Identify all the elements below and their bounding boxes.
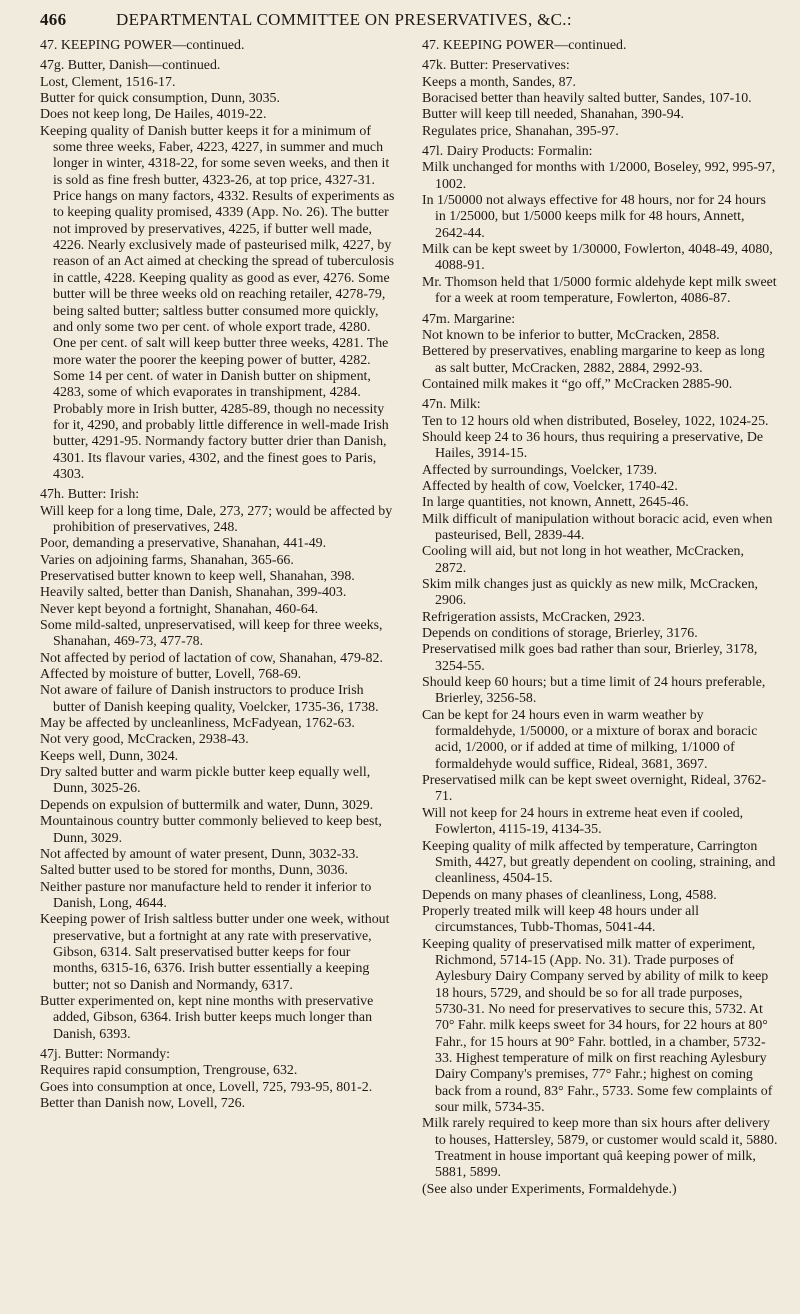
- index-entry: Will keep for a long time, Dale, 273, 277; would be affected by prohibition of preservatives, 248.: [40, 503, 393, 535]
- section-heading: 47g. Butter, Danish—continued.: [40, 58, 221, 74]
- index-entry: Properly treated milk will keep 48 hours under all circumstances, Tubb-Thomas, 5041-44.: [422, 903, 699, 936]
- index-section: [422, 38, 778, 54]
- section-heading: 47. KEEPING POWER—continued.: [422, 38, 627, 53]
- index-entry: Requires rapid consumption, Trengrouse, 632.: [40, 1063, 298, 1079]
- index-entry: Affected by surroundings, Voelcker, 1739.: [422, 462, 658, 478]
- index-entry: Should keep 60 hours; but a time limit of 24 hours preferable, Brierley, 3256-58.: [422, 675, 766, 707]
- index-entry: Butter experimented on, kept nine months with preservative added, Gibson, 6364. Irish butter keeps much longer than Danish, 6393.: [40, 993, 374, 1042]
- index-entry: Depends on conditions of storage, Brierley, 3176.: [422, 626, 698, 642]
- left-column: [40, 38, 396, 1112]
- index-entry: Neither pasture nor manufacture held to render it inferior to Danish, Long, 4644.: [40, 879, 372, 911]
- index-entry: Ten to 12 hours old when distributed, Boseley, 1022, 1024-25.: [422, 413, 769, 429]
- index-section: [40, 1047, 396, 1112]
- index-entry: Dry salted butter and warm pickle butter keep equally well, Dunn, 3025-26.: [40, 765, 371, 797]
- page-header: [40, 10, 780, 30]
- section-heading: 47l. Dairy Products: Formalin:: [422, 144, 593, 160]
- page-number: 466: [40, 10, 67, 29]
- index-entry: Goes into consumption at once, Lovell, 725, 793-95, 801-2.: [40, 1079, 373, 1095]
- index-entry: Affected by moisture of butter, Lovell, 768-69.: [40, 667, 302, 683]
- index-entry: In large quantities, not known, Annett, 2645-46.: [422, 495, 689, 511]
- index-entry: Bettered by preservatives, enabling margarine to keep as long as salt butter, McCracken, 2882, 2884, 2992-93.: [422, 344, 765, 376]
- index-entry: Keeping quality of Danish butter keeps it for a minimum of some three weeks, Faber, 4223, 4227, in summer and much longer in winter, 4318-22, for some seven weeks, and then it is sold as fine fresh butter, 4323-26, at top price, 4327-31. Price hangs on many factors, 4332. Results of experiments as to keeping quality promised, 4339 (App. No. 26). The butter not improved by preservatives, 4225, if butter well made, 4226. Nearly exclusively made of pasteurised milk, 4227, by reason of an Act aimed at checking the spread of tuberculosis in cattle, 4228. Keeping quality as good as ever, 4276. Some butter will be three weeks old on reaching retailer, 4278-79, being salted butter; saltless butter consumed more quickly, and only some two per cent. of whole export trade, 4280. One per cent. of salt will keep butter three weeks, 4281. The more water the poorer the keeping power of butter, 4282. Some 14 per cent. of water in Danish butter on shipment, 4283, some of which evaporates in transhipment, 4284. Probably more in Irish butter, 4285-89, though no necessity for it, 4290, and probably little difference in well-made Irish butter, 4291-95. Normandy factory butter drier than Danish, 4301. Its flavour varies, 4302, and the finest goes to Paris, 4303.: [40, 123, 395, 482]
- index-entry: Not aware of failure of Danish instructors to produce Irish butter of Danish keeping quality, Voelcker, 1735-36, 1738.: [40, 683, 379, 715]
- section-heading: 47. KEEPING POWER—continued.: [40, 38, 245, 53]
- index-section: [422, 58, 778, 140]
- index-entry: Salted butter used to be stored for months, Dunn, 3036.: [40, 863, 348, 879]
- index-entry: Mr. Thomson held that 1/5000 formic aldehyde kept milk sweet for a week at room temperature, Fowlerton, 4086-87.: [422, 274, 777, 307]
- index-entry: Some mild-salted, unpreservatised, will keep for three weeks, Shanahan, 469-73, 477-78.: [40, 618, 383, 650]
- index-entry: Refrigeration assists, McCracken, 2923.: [422, 609, 645, 625]
- index-section: [40, 38, 396, 54]
- right-column: [422, 38, 778, 1198]
- index-entry: Preservatised butter known to keep well, Shanahan, 398.: [40, 569, 355, 584]
- index-section: [40, 487, 396, 1043]
- index-section: [422, 144, 778, 307]
- index-entry: Keeping quality of milk affected by temperature, Carrington Smith, 4427, but greatly dependent on cooling, straining, and cleanliness, 4504-15.: [422, 838, 776, 887]
- index-entry: Milk difficult of manipulation without boracic acid, even when pasteurised, Bell, 2839-44.: [422, 511, 773, 543]
- index-entry: Butter will keep till needed, Shanahan, 390-94.: [422, 107, 684, 123]
- index-entry: Better than Danish now, Lovell, 726.: [40, 1096, 246, 1111]
- index-entry: (See also under Experiments, Formaldehyde.): [422, 1181, 677, 1197]
- index-entry: Preservatised milk goes bad rather than sour, Brierley, 3178, 3254-55.: [422, 642, 758, 674]
- index-entry: Regulates price, Shanahan, 395-97.: [422, 123, 619, 139]
- index-entry: Poor, demanding a preservative, Shanahan, 441-49.: [40, 536, 327, 552]
- index-entry: Keeps well, Dunn, 3024.: [40, 748, 179, 764]
- index-entry: Keeping power of Irish saltless butter under one week, without preservative, but a fortnight at any rate with preservative, Gibson, 6314. Salt preservatised butter keeps for four months, 6315-16, 6376. Irish butter essentially a keeping butter; not so Danish and Normandy, 6317.: [40, 912, 390, 993]
- index-entry: Depends on many phases of cleanliness, Long, 4588.: [422, 887, 717, 903]
- index-entry: Never kept beyond a fortnight, Shanahan, 460-64.: [40, 601, 319, 617]
- section-heading: 47h. Butter: Irish:: [40, 487, 140, 503]
- index-section: [422, 312, 778, 394]
- index-entry: Boracised better than heavily salted butter, Sandes, 107-10.: [422, 91, 752, 107]
- index-entry: Cooling will aid, but not long in hot weather, McCracken, 2872.: [422, 544, 744, 576]
- section-heading: 47j. Butter: Normandy:: [40, 1046, 171, 1062]
- index-entry: Affected by health of cow, Voelcker, 1740-42.: [422, 478, 678, 494]
- index-entry: Depends on expulsion of buttermilk and water, Dunn, 3029.: [40, 797, 374, 813]
- index-entry: Can be kept for 24 hours even in warm weather by formaldehyde, 1/50000, or a mixture of borax and boracic acid, 1/2000, or if added at time of milking, 1/1000 of formaldehyde would suffice, Rideal, 3681, 3697.: [422, 707, 758, 772]
- index-entry: Contained milk makes it “go off,” McCracken 2885-90.: [422, 376, 733, 392]
- section-heading: 47k. Butter: Preservatives:: [422, 58, 570, 74]
- index-entry: Mountainous country butter commonly believed to keep best, Dunn, 3029.: [40, 814, 382, 846]
- index-entry: Milk unchanged for months with 1/2000, Boseley, 992, 995-97, 1002.: [422, 160, 776, 192]
- index-entry: Not known to be inferior to butter, McCracken, 2858.: [422, 327, 720, 343]
- index-entry: Keeps a month, Sandes, 87.: [422, 74, 576, 90]
- index-entry: Should keep 24 to 36 hours, thus requiring a preservative, De Hailes, 3914-15.: [422, 429, 764, 462]
- index-entry: Not affected by period of lactation of cow, Shanahan, 479-82.: [40, 650, 383, 666]
- index-entry: Preservatised milk can be kept sweet overnight, Rideal, 3762-71.: [422, 773, 767, 805]
- index-entry: Does not keep long, De Hailes, 4019-22.: [40, 107, 267, 123]
- index-entry: Keeping quality of preservatised milk matter of experiment, Richmond, 5714-15 (App. No. 31). Trade purposes of Aylesbury Dairy Company served by ability of milk to keep 18 hours, 5729, and should be so for all trade purposes, 5730-31. No need for preservatives to secure this, 5732. At 70° Fahr. milk keeps sweet for 34 hours, for 22 hours at 80° Fahr., for 15 hours at 90° Fahr. bottled, in a chamber, 5732-33. Highest temperature of milk on first reaching Aylesbury Dairy Company's premises, 77° Fahr.; highest on coming back from a round, 83° Fahr., 5733. Some few complaints of sour milk, 5734-35.: [422, 936, 773, 1115]
- index-entry: Milk can be kept sweet by 1/30000, Fowlerton, 4048-49, 4080, 4088-91.: [422, 242, 773, 274]
- running-title: DEPARTMENTAL COMMITTEE ON PRESERVATIVES, &C.:: [116, 10, 572, 29]
- index-entry: May be affected by uncleanliness, McFadyean, 1762-63.: [40, 716, 355, 732]
- section-heading: 47n. Milk:: [422, 397, 481, 413]
- index-entry: Not affected by amount of water present, Dunn, 3032-33.: [40, 846, 359, 862]
- index-entry: Lost, Clement, 1516-17.: [40, 74, 176, 90]
- index-entry: Not very good, McCracken, 2938-43.: [40, 732, 249, 748]
- index-entry: Milk rarely required to keep more than six hours after delivery to houses, Hattersley, 5879, or customer would scald it, 5880. Treatment in house important quâ keeping power of milk, 5881, 5899.: [422, 1116, 778, 1181]
- index-entry: Varies on adjoining farms, Shanahan, 365-66.: [40, 552, 294, 568]
- index-entry: Skim milk changes just as quickly as new milk, McCracken, 2906.: [422, 577, 759, 609]
- index-entry: In 1/50000 not always effective for 48 hours, nor for 24 hours in 1/25000, but 1/5000 keeps milk for 48 hours, Annett, 2642-44.: [422, 193, 766, 241]
- index-entry: Heavily salted, better than Danish, Shanahan, 399-403.: [40, 585, 347, 601]
- section-heading: 47m. Margarine:: [422, 311, 516, 327]
- index-section: [40, 58, 396, 483]
- index-section: [422, 397, 778, 1198]
- index-entry: Butter for quick consumption, Dunn, 3035.: [40, 91, 280, 107]
- index-entry: Will not keep for 24 hours in extreme heat even if cooled, Fowlerton, 4115-19, 4134-35.: [422, 805, 744, 838]
